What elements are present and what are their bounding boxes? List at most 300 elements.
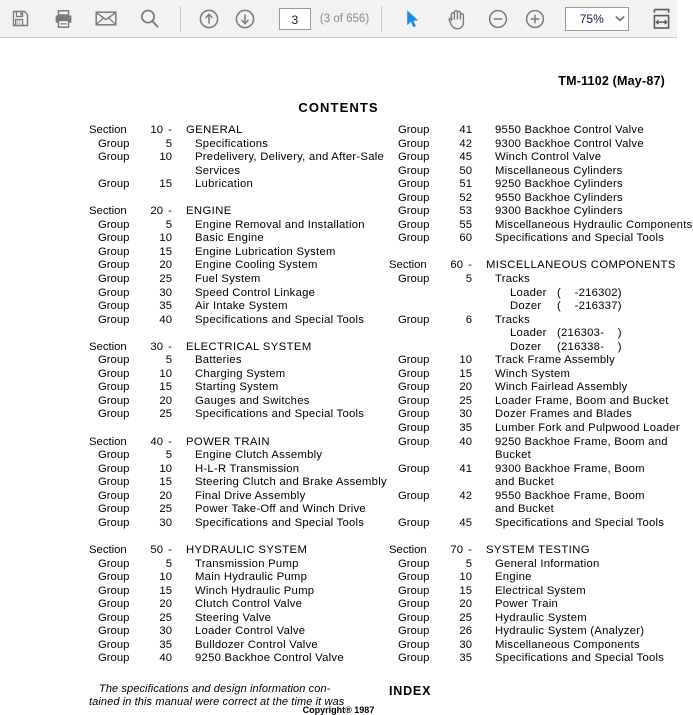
contents-group-row[interactable] — [389, 138, 677, 152]
group-number: 35 — [459, 652, 472, 665]
group-number: 20 — [459, 381, 472, 394]
contents-group-row[interactable] — [89, 287, 389, 301]
group-label: Group — [398, 367, 430, 380]
contents-group-row[interactable] — [389, 612, 677, 626]
contents-group-row[interactable] — [89, 598, 389, 612]
fit-width-icon — [651, 8, 672, 30]
fit-width-button[interactable] — [645, 2, 677, 36]
contents-group-row[interactable] — [389, 463, 677, 477]
group-title: Hydraulic System (Analyzer) — [495, 625, 645, 638]
group-number: 10 — [459, 354, 472, 367]
chevron-down-icon[interactable] — [612, 15, 628, 22]
group-title: Lumber Fork and Pulpwood Loader — [495, 422, 680, 435]
contents-section-row[interactable] — [89, 544, 389, 558]
group-label: Group — [98, 557, 130, 570]
section-number: 30 — [150, 340, 163, 353]
section-title: HYDRAULIC SYSTEM — [186, 543, 308, 556]
pan-tool-button[interactable] — [440, 2, 472, 36]
contents-group-row[interactable] — [389, 192, 677, 206]
contents-group-row[interactable] — [89, 259, 389, 273]
group-label: Group — [98, 367, 130, 380]
group-title: Fuel System — [195, 273, 261, 286]
contents-group-row[interactable] — [389, 165, 677, 179]
section-label: Section — [389, 543, 427, 556]
group-title: Clutch Control Valve — [195, 598, 303, 611]
group-number: 5 — [165, 137, 172, 150]
group-title: Tracks — [495, 313, 530, 326]
group-number: 35 — [159, 638, 172, 651]
group-title: Specifications and Special Tools — [495, 516, 665, 529]
group-label: Group — [398, 584, 430, 597]
group-label: Group — [398, 354, 430, 367]
contents-group-row[interactable] — [389, 422, 680, 436]
group-number: 10 — [159, 151, 172, 164]
group-label: Group — [98, 611, 130, 624]
group-label: Group — [398, 611, 430, 624]
contents-group-row[interactable] — [389, 232, 677, 246]
footer-note-line: tained in this manual were correct at the time it was — [89, 696, 345, 709]
group-title: Speed Control Linkage — [195, 286, 316, 299]
group-label: Group — [98, 313, 130, 326]
contents-section-row[interactable] — [389, 259, 677, 273]
group-number: 25 — [159, 611, 172, 624]
group-number: 15 — [459, 367, 472, 380]
contents-group-row[interactable] — [89, 232, 389, 246]
group-title: 9300 Backhoe Cylinders — [495, 205, 623, 218]
group-number: 55 — [459, 218, 472, 231]
group-number: 25 — [459, 394, 472, 407]
group-number: 25 — [459, 611, 472, 624]
group-label: Group — [98, 354, 130, 367]
contents-group-row[interactable] — [89, 246, 389, 260]
contents-group-row[interactable] — [389, 517, 677, 531]
group-number: 50 — [459, 164, 472, 177]
group-number: 60 — [459, 232, 472, 245]
contents-group-row[interactable] — [89, 625, 389, 639]
contents-group-row[interactable] — [89, 585, 389, 599]
group-title: Gauges and Switches — [195, 394, 310, 407]
group-label: Group — [398, 557, 430, 570]
group-title: Winch Hydraulic Pump — [195, 584, 315, 597]
group-subentry — [389, 327, 677, 341]
group-label: Group — [98, 652, 130, 665]
group-number: 20 — [159, 489, 172, 502]
group-title: Winch Fairlead Assembly — [495, 381, 628, 394]
cursor-arrow-icon — [404, 9, 421, 29]
group-title: Engine Removal and Installation — [195, 218, 365, 231]
group-title: Power Take-Off and Winch Drive — [195, 503, 366, 516]
email-button[interactable] — [90, 2, 122, 36]
group-label: Group — [398, 178, 430, 191]
section-dash: - — [168, 340, 172, 353]
group-subentry — [389, 287, 677, 301]
contents-left-column — [89, 124, 389, 666]
print-button[interactable] — [47, 2, 79, 36]
contents-group-row[interactable] — [89, 273, 389, 287]
contents-group-row[interactable] — [389, 490, 677, 504]
group-number: 45 — [459, 151, 472, 164]
section-spacer — [89, 192, 389, 206]
contents-group-row[interactable] — [89, 558, 389, 572]
section-spacer — [389, 530, 677, 544]
group-label: Group — [98, 151, 130, 164]
contents-group-row[interactable] — [389, 218, 693, 233]
section-dash: - — [468, 259, 472, 272]
group-number: 26 — [459, 625, 472, 638]
group-label: Group — [398, 164, 430, 177]
group-label: Group — [398, 273, 430, 286]
group-number: 5 — [465, 557, 472, 570]
section-dash: - — [168, 205, 172, 218]
group-number: 10 — [159, 462, 172, 475]
contents-group-row[interactable] — [389, 205, 677, 219]
document-header-code: TM-1102 (May-87) — [558, 74, 665, 88]
group-label: Group — [98, 462, 130, 475]
save-button[interactable] — [4, 2, 36, 36]
group-title: Specifications and Special Tools — [495, 652, 665, 665]
group-number: 41 — [459, 462, 472, 475]
group-number: 40 — [159, 652, 172, 665]
group-number: 30 — [159, 516, 172, 529]
contents-group-row[interactable] — [89, 300, 389, 314]
section-title: ENGINE — [186, 205, 232, 218]
group-number: 15 — [159, 245, 172, 258]
zoom-in-button[interactable] — [518, 2, 550, 36]
contents-section-block — [89, 422, 389, 530]
previous-page-button[interactable] — [192, 2, 224, 36]
group-label: Group — [398, 313, 430, 326]
group-label: Group — [98, 286, 130, 299]
group-label: Group — [398, 218, 430, 231]
select-tool-button[interactable] — [396, 2, 428, 36]
contents-group-row[interactable] — [389, 381, 677, 395]
group-title: Hydraulic System — [495, 611, 587, 624]
group-title-continuation: Services — [195, 164, 241, 177]
section-number: 60 — [450, 259, 463, 272]
group-title: Steering Valve — [195, 611, 272, 624]
contents-section-block — [389, 246, 680, 530]
plus-circle-icon — [524, 8, 546, 30]
group-label: Group — [398, 571, 430, 584]
group-number: 52 — [459, 191, 472, 204]
contents-section-block — [389, 530, 677, 665]
contents-group-row[interactable] — [89, 219, 389, 233]
subentry-name: Dozer — [510, 340, 542, 353]
group-label: Group — [398, 598, 430, 611]
group-label: Group — [98, 259, 130, 272]
contents-section-row[interactable] — [89, 341, 389, 355]
group-label: Group — [98, 137, 130, 150]
group-label: Group — [398, 516, 430, 529]
section-spacer — [89, 327, 389, 341]
section-title: MISCELLANEOUS COMPONENTS — [486, 259, 676, 272]
zoom-level-value: 75% — [579, 11, 604, 26]
section-number: 20 — [150, 205, 163, 218]
group-title: Charging System — [195, 367, 286, 380]
group-label: Group — [98, 273, 130, 286]
group-label: Group — [398, 638, 430, 651]
contents-section-block — [89, 530, 389, 665]
group-title: Electrical System — [495, 584, 586, 597]
contents-group-row[interactable] — [389, 314, 677, 328]
footer-note-line: The specifications and design information con- — [99, 683, 331, 695]
group-label: Group — [398, 652, 430, 665]
group-label: Group — [398, 422, 430, 435]
contents-section-row[interactable] — [89, 124, 389, 138]
group-title-continuation: and Bucket — [495, 476, 555, 489]
contents-group-row[interactable] — [89, 381, 389, 395]
group-title: Miscellaneous Components — [495, 638, 640, 651]
group-number: 42 — [459, 137, 472, 150]
group-title: Dozer Frames and Blades — [495, 408, 632, 421]
group-title: Air Intake System — [195, 300, 288, 313]
contents-group-row[interactable] — [389, 639, 677, 653]
contents-group-row[interactable] — [389, 652, 677, 666]
section-label: Section — [89, 340, 127, 353]
contents-group-row[interactable] — [89, 490, 389, 504]
group-number: 20 — [159, 598, 172, 611]
group-label: Group — [398, 151, 430, 164]
next-page-button[interactable] — [229, 2, 261, 36]
subentry-serial-range: (216338- ) — [557, 340, 622, 353]
group-title: Loader Frame, Boom and Bucket — [495, 394, 669, 407]
contents-right-column — [389, 124, 693, 666]
zoom-out-button[interactable] — [482, 2, 514, 36]
contents-group-row[interactable] — [89, 449, 389, 463]
group-subentry — [389, 341, 677, 355]
section-number: 50 — [150, 543, 163, 556]
group-title: Miscellaneous Cylinders — [495, 164, 623, 177]
section-dash: - — [468, 543, 472, 556]
group-title: Bulldozer Control Valve — [195, 638, 318, 651]
group-title: Engine Lubrication System — [195, 245, 336, 258]
contents-group-row[interactable] — [389, 625, 677, 639]
group-title: Starting System — [195, 381, 279, 394]
group-number: 5 — [165, 557, 172, 570]
search-button[interactable] — [133, 2, 165, 36]
group-number: 5 — [465, 273, 472, 286]
section-spacer — [389, 246, 677, 260]
group-number: 20 — [459, 598, 472, 611]
group-number: 15 — [459, 584, 472, 597]
group-title: Loader Control Valve — [195, 625, 306, 638]
group-title: 9250 Backhoe Cylinders — [495, 178, 623, 191]
group-number: 42 — [459, 489, 472, 502]
group-label: Group — [98, 503, 130, 516]
contents-group-row[interactable] — [89, 151, 389, 165]
contents-group-row[interactable] — [389, 124, 677, 138]
subentry-serial-range: ( -216302) — [557, 286, 622, 299]
group-number: 35 — [159, 300, 172, 313]
section-number: 70 — [450, 543, 463, 556]
section-title: SYSTEM TESTING — [486, 543, 590, 556]
subentry-name: Loader — [510, 286, 547, 299]
contents-group-row[interactable] — [89, 408, 389, 422]
contents-group-row[interactable] — [89, 476, 389, 490]
group-number: 5 — [165, 354, 172, 367]
group-title: 9300 Backhoe Frame, Boom — [495, 462, 645, 475]
group-title: 9300 Backhoe Control Valve — [495, 137, 644, 150]
group-number: 25 — [159, 408, 172, 421]
page-number-input[interactable]: 3 — [279, 8, 311, 30]
section-label: Section — [89, 543, 127, 556]
contents-group-row[interactable] — [389, 395, 677, 409]
section-spacer — [89, 422, 389, 436]
group-label: Group — [98, 381, 130, 394]
group-number: 5 — [165, 449, 172, 462]
section-label: Section — [89, 205, 127, 218]
group-number: 30 — [459, 408, 472, 421]
group-title: 9550 Backhoe Cylinders — [495, 191, 623, 204]
contents-columns — [0, 124, 693, 666]
contents-group-row[interactable] — [389, 436, 677, 450]
group-label: Group — [98, 638, 130, 651]
group-title: Specifications and Special Tools — [195, 408, 365, 421]
copyright-line: Copyright® 1987 — [302, 705, 375, 715]
contents-group-row[interactable] — [89, 354, 389, 368]
group-number: 53 — [459, 205, 472, 218]
zoom-level-select[interactable] — [565, 7, 629, 31]
group-title: Miscellaneous Hydraulic Components — [495, 218, 693, 231]
group-number: 25 — [159, 273, 172, 286]
contents-section-row[interactable] — [89, 436, 389, 450]
group-number: 45 — [459, 516, 472, 529]
contents-section-row[interactable] — [389, 544, 677, 558]
group-title: Batteries — [195, 354, 242, 367]
group-label: Group — [98, 408, 130, 421]
contents-group-row[interactable] — [89, 314, 389, 328]
group-label: Group — [98, 625, 130, 638]
group-title-continuation: and Bucket — [495, 503, 555, 516]
group-number: 15 — [159, 584, 172, 597]
group-number: 40 — [159, 313, 172, 326]
group-label: Group — [398, 137, 430, 150]
group-number: 51 — [459, 178, 472, 191]
contents-group-row[interactable] — [89, 612, 389, 626]
toolbar-separator-2 — [381, 6, 382, 32]
group-number: 30 — [459, 638, 472, 651]
group-title: 9250 Backhoe Frame, Boom and — [495, 435, 668, 448]
group-number: 15 — [159, 476, 172, 489]
save-floppy-icon — [11, 9, 30, 28]
contents-group-row[interactable] — [89, 571, 389, 585]
group-label: Group — [398, 191, 430, 204]
group-title: Transmission Pump — [195, 557, 299, 570]
group-number: 15 — [159, 381, 172, 394]
contents-group-row[interactable] — [389, 273, 677, 287]
group-title: 9550 Backhoe Control Valve — [495, 124, 644, 136]
contents-group-row[interactable] — [389, 354, 677, 368]
contents-group-row[interactable] — [89, 463, 389, 477]
section-label: Section — [89, 124, 127, 136]
contents-group-row[interactable] — [89, 639, 389, 653]
group-number: 20 — [159, 259, 172, 272]
arrow-down-circle-icon — [234, 8, 256, 30]
group-label: Group — [398, 625, 430, 638]
group-title: Power Train — [495, 598, 559, 611]
contents-section-row[interactable] — [89, 205, 389, 219]
group-title: Engine Cooling System — [195, 259, 318, 272]
group-title: Specifications and Special Tools — [195, 313, 365, 326]
group-label: Group — [98, 300, 130, 313]
page-title: CONTENTS — [298, 100, 379, 115]
group-title: Track Frame Assembly — [495, 354, 616, 367]
contents-group-row[interactable] — [89, 503, 389, 517]
contents-group-row[interactable] — [89, 178, 389, 192]
group-title: 9550 Backhoe Frame, Boom — [495, 489, 645, 502]
group-title: Lubrication — [195, 178, 254, 191]
contents-group-row[interactable] — [389, 151, 677, 165]
contents-section-block — [389, 124, 693, 246]
group-label: Group — [398, 408, 430, 421]
group-label: Group — [98, 489, 130, 502]
contents-group-row[interactable] — [389, 558, 677, 572]
group-title: Specifications and Special Tools — [195, 516, 365, 529]
group-label: Group — [398, 381, 430, 394]
group-label: Group — [98, 516, 130, 529]
group-title-continuation: Bucket — [495, 449, 532, 462]
group-label: Group — [398, 462, 430, 475]
group-title: Winch System — [495, 367, 571, 380]
group-label: Group — [98, 218, 130, 231]
group-number: 10 — [159, 571, 172, 584]
section-title: ELECTRICAL SYSTEM — [186, 340, 312, 353]
group-label: Group — [98, 584, 130, 597]
group-title: Final Drive Assembly — [195, 489, 306, 502]
contents-group-row[interactable] — [389, 178, 677, 192]
hand-icon — [446, 8, 467, 30]
group-number: 15 — [159, 178, 172, 191]
group-label: Group — [398, 124, 430, 136]
section-title: POWER TRAIN — [186, 435, 270, 448]
section-dash: - — [168, 435, 172, 448]
contents-group-row[interactable] — [89, 138, 389, 152]
subentry-name: Loader — [510, 327, 547, 340]
contents-group-row[interactable] — [89, 395, 389, 409]
group-label: Group — [98, 598, 130, 611]
group-title: Engine — [495, 571, 532, 584]
subentry-serial-range: (216303- ) — [557, 327, 622, 340]
contents-group-row[interactable] — [389, 408, 677, 422]
toolbar-separator-1 — [180, 6, 181, 32]
contents-group-row[interactable] — [89, 652, 389, 666]
group-number: 5 — [165, 218, 172, 231]
group-number: 6 — [465, 313, 472, 326]
group-title: Predelivery, Delivery, and After-Sale — [195, 151, 385, 164]
contents-group-row[interactable] — [389, 598, 677, 612]
subentry-name: Dozer — [510, 300, 542, 313]
pdf-viewer-toolbar — [0, 0, 677, 38]
group-label: Group — [98, 232, 130, 245]
page-count-label: (3 of 656) — [319, 12, 370, 25]
contents-group-row[interactable] — [389, 571, 677, 585]
search-magnifier-icon — [139, 8, 160, 29]
pdf-page-canvas[interactable] — [0, 38, 693, 715]
contents-section-block — [89, 124, 389, 192]
subentry-serial-range: ( -216337) — [557, 300, 622, 313]
section-label: Section — [89, 435, 127, 448]
group-number: 10 — [159, 367, 172, 380]
contents-group-row[interactable] — [89, 517, 389, 531]
group-title: Specifications and Special Tools — [495, 232, 665, 245]
group-label: Group — [98, 449, 130, 462]
contents-group-row[interactable] — [389, 585, 677, 599]
group-label: Group — [98, 571, 130, 584]
group-label: Group — [98, 245, 130, 258]
group-title: H-L-R Transmission — [195, 462, 300, 475]
contents-group-row[interactable] — [89, 368, 389, 382]
contents-group-row[interactable] — [389, 368, 677, 382]
